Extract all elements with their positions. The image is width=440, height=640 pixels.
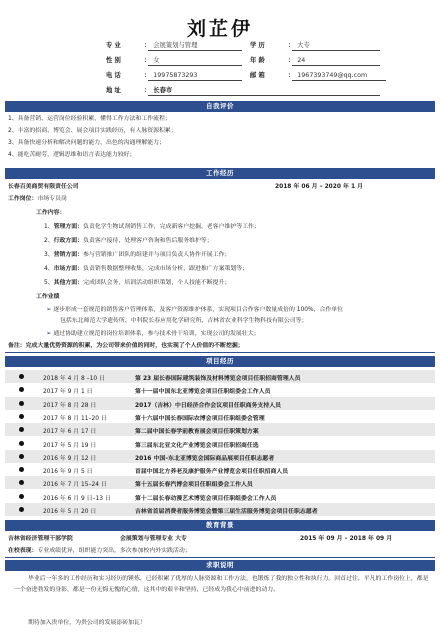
education-label: 学 历 <box>250 42 265 49</box>
position-value: 市场专员岗 <box>37 196 67 202</box>
bullet-dot-icon <box>19 480 24 485</box>
work-dates: 2018 年 06 月 – 2020 年 1 月 <box>275 184 363 190</box>
project-row <box>5 383 435 396</box>
divider <box>5 557 435 558</box>
duty-item: 1、管理方面：负责化学生物试剂销售工作，完成新客户挖掘、老客户维护等工作； <box>44 224 260 230</box>
achievement-label: 工作业绩 <box>36 294 60 300</box>
section-header-work: 工作经历 <box>5 168 435 179</box>
self-eval-item: 4、能吃苦耐劳，逻辑思维和语言表达能力较好； <box>8 152 136 158</box>
project-name: 吉林省首届消费者服务博览会暨第三届生活服务博览会项目任职志愿者 <box>135 509 318 515</box>
achievement-item: ➢ 通过协助建立规范的岗位培训体系，参与技术骨干培训，实现公司的发展壮大； <box>46 329 260 337</box>
phone-underline <box>148 80 242 81</box>
section-header-education: 教育背景 <box>5 520 435 531</box>
duty-item: 4、市场方面：负责销售数据整理收集，完成市场分析，跟进推广方案策划等； <box>44 266 249 272</box>
bullet-dot-icon <box>19 494 24 499</box>
self-eval-item: 3、具备快速分析和解决问题的能力，出色的沟通理解能力； <box>8 140 165 146</box>
bullet-dot-icon <box>19 387 24 392</box>
position-label: 工作岗位： <box>8 196 38 202</box>
education-row: 学 历 ： 大专 <box>250 42 310 49</box>
duty-item: 3、营销方面：参与营销推广团队的组建并与项目负责人协作开展工作； <box>44 252 231 258</box>
divider <box>5 352 435 353</box>
address-label: 地 址 <box>106 87 121 94</box>
company-name: 长春百美商贸有限责任公司 <box>8 184 79 190</box>
self-eval-item: 1、具备营销、运营岗位经验积累，懂得工作方法和工作流程； <box>8 116 171 122</box>
project-name: 第十五届长春汽博会项目任职组委会工作人员 <box>135 482 253 489</box>
bullet-dot-icon <box>19 507 24 512</box>
project-row <box>5 437 435 450</box>
address-value: 长春市 <box>153 87 173 94</box>
duty-item: 2、行政方面：负责客户接待，处理客户咨询和售后服务维护等； <box>44 238 213 244</box>
project-name: 首届中国北方养老及康护服务产业博览会项目任职招商人员 <box>135 469 289 476</box>
bullet-dot-icon <box>19 401 24 406</box>
project-date: 2016 年 9 月 12 日 <box>43 455 97 462</box>
gender-value: 女 <box>153 57 160 64</box>
section-header-intention: 求职说明 <box>5 560 435 571</box>
address-row: 地 址 ： 长春市 <box>106 87 173 94</box>
project-name: 第十六届中国长春国际农博会项目任职组委会管理 <box>135 415 265 422</box>
education-major: 会展策划与管理专业 大专 <box>120 536 187 542</box>
project-row <box>5 463 435 476</box>
age-row: 年 龄 ： 24 <box>250 57 306 64</box>
school-name: 吉林省经济管理干部学院 <box>8 536 73 542</box>
achievement-item: ➢ 逐步形成一套规范的销售客户管理体系，及客户资源维护体系，实现项目合作客户数量成倍的 100%，合作单位 <box>46 305 344 313</box>
project-row <box>5 410 435 423</box>
project-row <box>5 450 435 463</box>
bullet-dot-icon <box>19 454 24 459</box>
education-underline <box>292 50 380 51</box>
section-header-projects: 项目经历 <box>5 356 435 367</box>
project-date: 2016 年 7 月 15–24 日 <box>43 482 107 489</box>
project-row <box>5 490 435 503</box>
project-name: 2017（吉林）中日经济合作会议项目任职商务支持人员 <box>135 402 281 409</box>
duty-item: 5、其他方面：完成团队会务，培训活动组织策划，个人技能不断提升； <box>44 280 231 286</box>
phone-label: 电 话 <box>106 72 121 79</box>
position-row <box>8 196 67 203</box>
gender-underline <box>148 65 242 66</box>
project-date: 2017 年 9 月 1 日 <box>43 389 93 396</box>
phone-row: 电 话 ： 19975873293 <box>106 72 198 79</box>
gender-label: 性 别 <box>106 57 121 64</box>
project-name: 第十二届长春动漫艺术博览会项目任职组委会工作人员 <box>135 495 277 502</box>
project-name: 第 23 届长春国际建筑装饰及材料博览会项目任职招商管理人员 <box>135 376 301 382</box>
self-eval-item: 2、丰富的招商、博览会、展会项目实践经历，有人脉资源积累； <box>8 128 177 134</box>
project-name: 第二届中国长春学前教育展会项目任职策划方案 <box>135 429 259 436</box>
email-underline <box>292 80 386 81</box>
duties-label: 工作内容： <box>36 210 66 216</box>
email-value: 1967393749@qq.com <box>297 72 368 79</box>
bullet-dot-icon <box>19 427 24 432</box>
email-row: 邮 箱 ： 1967393749@qq.com <box>250 72 368 79</box>
bullet-dot-icon <box>19 374 24 379</box>
education-dates: 2015 年 09 月 – 2018 年 09 月 <box>300 536 393 542</box>
candidate-name: 刘芷伊 <box>186 18 253 40</box>
email-label: 邮 箱 <box>250 72 265 79</box>
project-date: 2016 年 9 月 5 日 <box>43 469 93 476</box>
project-name: 2016 中国–东北亚博览会国际商品展项目任职志愿者 <box>135 455 275 462</box>
project-date: 2017 年 5 月 19 日 <box>43 442 97 449</box>
phone-value: 19975873293 <box>153 72 198 79</box>
project-row <box>5 397 435 410</box>
major-underline <box>148 50 242 51</box>
project-date: 2017 年 8 月 11–20 日 <box>43 415 107 422</box>
achievement-item-continued: 包括东北师范大学遗传所、中科院长春应用化学研究所、吉林省农业科学生物科技有限公司等； <box>60 318 308 324</box>
bullet-dot-icon <box>19 467 24 472</box>
project-date: 2016 年 5 月 20 日 <box>43 509 97 515</box>
project-name: 第十一届中国东北亚博览会项目任职组委会工作人员 <box>135 389 271 396</box>
project-name: 第三届东北亚文化产业博览会项目任职招商任选 <box>135 442 259 449</box>
major-label: 专 业 <box>106 42 121 49</box>
project-row <box>5 503 435 516</box>
bullet-dot-icon <box>19 441 24 446</box>
age-value: 24 <box>297 57 306 64</box>
project-row <box>5 370 435 383</box>
intention-closing: 期待加入贵单位，为贵公司的发展添砖加瓦！ <box>28 620 146 626</box>
address-underline <box>148 95 380 96</box>
project-row <box>5 423 435 436</box>
major-value: 会展策划与管理 <box>153 42 198 49</box>
project-row <box>5 476 435 489</box>
intention-paragraph: 毕业后一年多的工作经历和实习经历的锤炼，已经积累了优厚的人脉资源和工作方法，也锻炼了我的独立性和执行力。回首过往，平凡的工作岗位上，都是一个奋进勃发的身影，都是一份无悔无愧的心情，这其中的艰辛和坚持，已经成为我心中前进的动力。 <box>14 576 429 593</box>
section-header-self-eval: 自我评价 <box>5 101 435 112</box>
work-note: 备注：完成大量优势资源的积累，为公司带来价值的同时，也实现了个人价值的不断挖掘； <box>8 343 244 349</box>
age-label: 年 龄 <box>250 57 265 64</box>
project-date: 2016 年 6 月 9 日–13 日 <box>43 495 111 502</box>
age-underline <box>292 65 380 66</box>
project-date: 2018 年 4 月 8 –10 日 <box>43 376 105 382</box>
arrow-bullet-icon: ➢ <box>46 305 52 313</box>
bullet-dot-icon <box>19 414 24 419</box>
arrow-bullet-icon: ➢ <box>46 329 52 337</box>
project-date: 2017 年 8 月 28 日 <box>43 402 97 409</box>
education-value: 大专 <box>297 42 310 49</box>
project-date: 2017 年 6 月 17 日 <box>43 429 97 436</box>
gender-row: 性 别 ： 女 <box>106 57 160 64</box>
major-row: 专 业 ： 会展策划与管理 <box>106 42 198 49</box>
school-practice: 在校表现：专业成绩优异，组织能力突出，多次参加校内外实践活动； <box>8 548 191 554</box>
